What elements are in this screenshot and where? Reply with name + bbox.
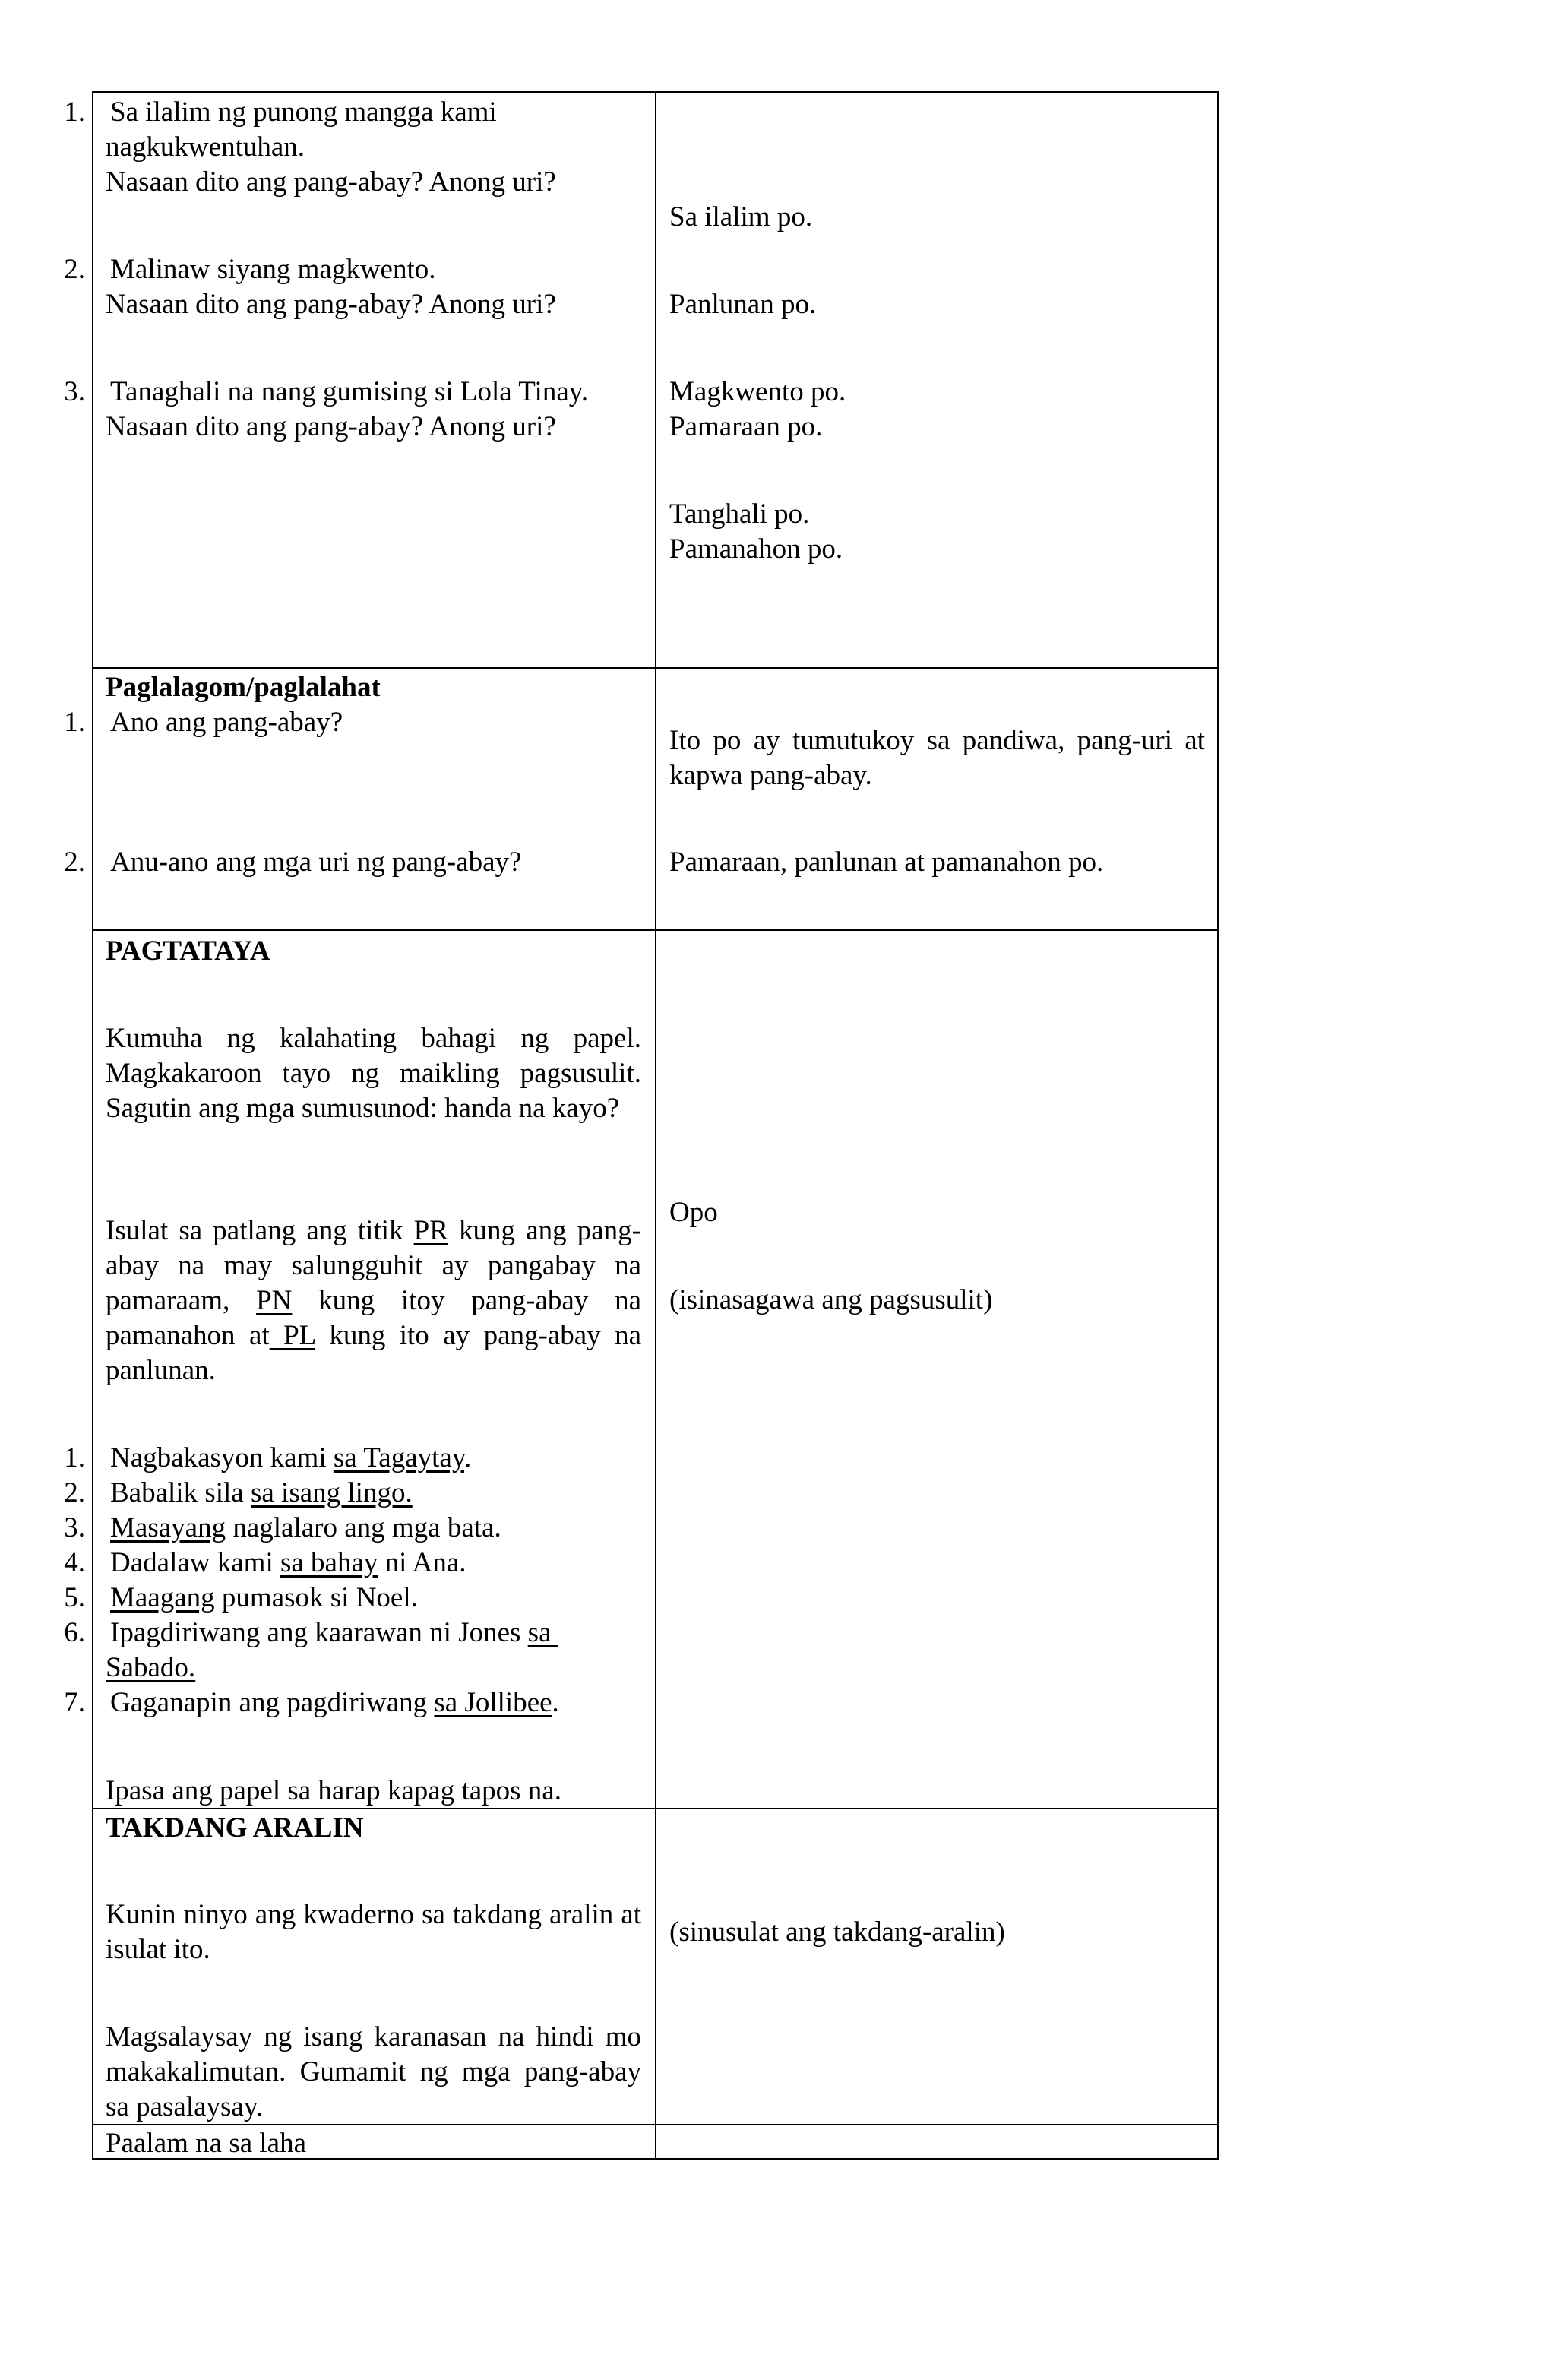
item-number: 1. bbox=[64, 1442, 85, 1473]
question-text: Tanaghali na nang gumising si Lola Tinay. bbox=[110, 376, 589, 407]
quiz-item: Babalik sila sa isang lingo. bbox=[110, 1477, 413, 1508]
answer-text: (isinasagawa ang pagsusulit) bbox=[669, 1284, 993, 1315]
quiz-item: Masayang naglalaro ang mga bata. bbox=[110, 1512, 501, 1543]
quiz-item: Maagang pumasok si Noel. bbox=[110, 1582, 418, 1613]
question-text: Malinaw siyang magkwento. bbox=[110, 254, 436, 285]
question-text: Nasaan dito ang pang-abay? Anong uri? bbox=[106, 166, 556, 198]
section-heading: PAGTATAYA bbox=[106, 935, 270, 967]
homework-paragraph: Kunin ninyo ang kwaderno sa takdang aralin at isulat ito. bbox=[106, 1899, 641, 1965]
answer-text: Opo bbox=[669, 1197, 718, 1228]
homework-paragraph: Magsalaysay ng isang karanasan na hindi mo makakalimutan. Gumamit ng mga pang-abay sa pasalaysay. bbox=[106, 2021, 641, 2122]
answer-text: Pamaraan po. bbox=[669, 411, 823, 442]
item-number: 1. bbox=[64, 97, 85, 128]
question-text: Ano ang pang-abay? bbox=[110, 707, 343, 738]
answer-text: Ito po ay tumutukoy sa pandiwa, pang-uri at kapwa pang-abay. bbox=[669, 725, 1205, 791]
item-number: 4. bbox=[64, 1547, 85, 1578]
answer-text: Sa ilalim po. bbox=[669, 201, 813, 233]
item-number: 3. bbox=[64, 376, 85, 407]
quiz-item: Sabado. bbox=[106, 1652, 196, 1683]
quiz-item: Ipagdiriwang ang kaarawan ni Jones sa bbox=[110, 1617, 558, 1648]
item-number: 7. bbox=[64, 1687, 85, 1718]
item-number: 2. bbox=[64, 254, 85, 285]
item-number: 2. bbox=[64, 847, 85, 878]
column-divider bbox=[655, 91, 656, 2160]
question-text: Sa ilalim ng punong mangga kami bbox=[110, 97, 497, 128]
item-number: 5. bbox=[64, 1582, 85, 1613]
answer-text: Pamaraan, panlunan at pamanahon po. bbox=[669, 847, 1104, 878]
item-number: 6. bbox=[64, 1617, 85, 1648]
quiz-item: Gaganapin ang pagdiriwang sa Jollibee. bbox=[110, 1687, 559, 1718]
instruction-paragraph: Isulat sa patlang ang titik PR kung ang pang-abay na may salungguhit ay pangabay na pamaraam, PN kung itoy pang-abay na pamanahon at PL kung ito ay pang-abay na panlunan. bbox=[106, 1215, 641, 1386]
farewell-text: Paalam na sa laha bbox=[106, 2128, 307, 2159]
answer-text: Magkwento po. bbox=[669, 376, 846, 407]
quiz-item: Dadalaw kami sa bahay ni Ana. bbox=[110, 1547, 466, 1578]
answer-text: (sinusulat ang takdang-aralin) bbox=[669, 1916, 1005, 1948]
row-divider bbox=[92, 667, 1219, 669]
item-number: 3. bbox=[64, 1512, 85, 1543]
section-heading: TAKDANG ARALIN bbox=[106, 1812, 364, 1844]
answer-text: Panlunan po. bbox=[669, 289, 817, 320]
answer-text: Pamanahon po. bbox=[669, 533, 843, 565]
quiz-item: Nagbakasyon kami sa Tagaytay. bbox=[110, 1442, 472, 1473]
question-text: Nasaan dito ang pang-abay? Anong uri? bbox=[106, 289, 556, 320]
question-text: Anu-ano ang mga uri ng pang-abay? bbox=[110, 847, 522, 878]
answer-text: Tanghali po. bbox=[669, 498, 810, 530]
item-number: 1. bbox=[64, 707, 85, 738]
closing-instruction: Ipasa ang papel sa harap kapag tapos na. bbox=[106, 1775, 561, 1806]
section-heading: Paglalagom/paglalahat bbox=[106, 672, 381, 703]
row-divider bbox=[92, 929, 1219, 931]
question-text: nagkukwentuhan. bbox=[106, 131, 305, 163]
item-number: 2. bbox=[64, 1477, 85, 1508]
question-text: Nasaan dito ang pang-abay? Anong uri? bbox=[106, 411, 556, 442]
instruction-paragraph: Kumuha ng kalahating bahagi ng papel. Magkakaroon tayo ng maikling pagsusulit. Sagutin ang mga sumusunod: handa na kayo? bbox=[106, 1023, 641, 1124]
